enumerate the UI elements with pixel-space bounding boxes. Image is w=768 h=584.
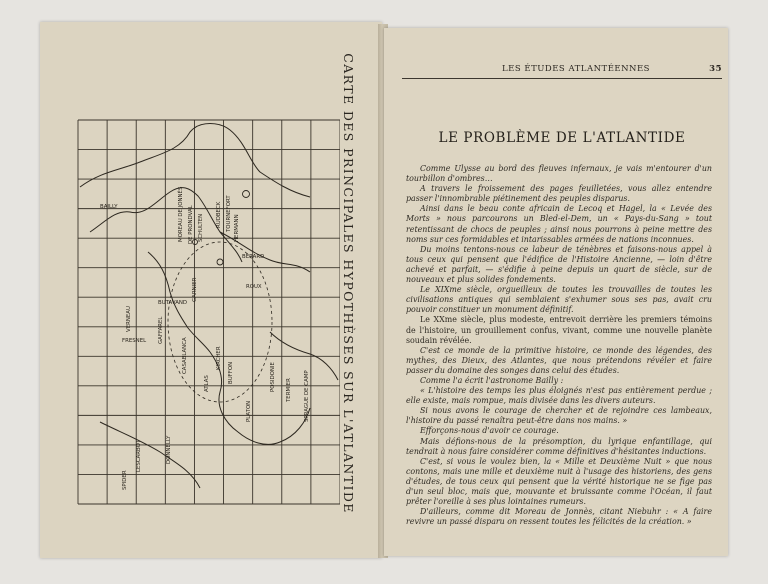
map-label: ROUX bbox=[246, 284, 262, 290]
paragraph: A travers le froissement des pages feuilletées, vous allez entendre passer l'innombrable piétinement des peuples disparus. bbox=[406, 184, 712, 204]
paragraph: Du moins tentons-nous ce labeur de ténèbres et faisons-nous appel à tous ceux qui pensent que l'édifice de l'Histoire Ancienne, — loin d'être achevé et parfait, — s'édifie à peine depuis un quart de siècle, sur de nouveaux et plus solides fondements. bbox=[406, 244, 712, 285]
paragraph: Mais défions-nous de la présomption, du lyrique enfantillage, qui tendrait à nous faire considérer comme définitives d'hésitantes inductions. bbox=[406, 436, 712, 456]
map-label: LESCARBOT bbox=[136, 439, 142, 472]
map-label: BUTAVAND bbox=[158, 300, 188, 306]
running-head-title: LES ÉTUDES ATLANTÉENNES bbox=[502, 64, 651, 74]
map-label: POSIDONIE bbox=[270, 362, 276, 392]
chapter-heading: LE PROBLÈME DE L'ATLANTIDE bbox=[438, 130, 686, 146]
header-rule bbox=[402, 78, 722, 79]
map-label: ATLAS bbox=[204, 375, 210, 392]
paragraph: Si nous avons le courage de chercher et de rejoindre ces lambeaux, l'histoire du passé renaîtra peut-être dans nos mains. » bbox=[406, 406, 712, 426]
paragraph: « L'histoire des temps les plus éloignés n'est pas entièrement perdue ; elle existe, mais rompue, mais divisée dans les divers auteurs. bbox=[406, 386, 712, 406]
map-label: RUDBECK bbox=[216, 201, 222, 228]
paragraph: C'est ce monde de la primitive histoire, ce monde des légendes, des mythes, des Dieux, des Atlantes, que nous prétendons révéler et faire passer du domaine des songes dans celui des études. bbox=[406, 345, 712, 375]
running-head bbox=[402, 64, 722, 78]
map-label: HERMANN bbox=[234, 214, 240, 242]
map-label: CASABLANCA bbox=[182, 337, 188, 374]
paragraph: C'est, si vous le voulez bien, la « Mille et Deuxième Nuit » que nous contons, mais une mille et deuxième nuit à l'usage des historiens, des gens d'études, de tous ceux qui pensent que la vérité historique ne se fige pas d'un seul bloc, mais que, mouvante et bruissante comme l'Océan, il faut prêter l'oreille à ses plus lointaines rumeurs. bbox=[406, 456, 712, 507]
page-number: 35 bbox=[709, 64, 722, 74]
map-label: BUFFON bbox=[228, 361, 234, 384]
paragraph: Comme Ulysse au bord des fleuves infernaux, je vais m'entourer d'un tourbillon d'ombres… bbox=[406, 164, 712, 184]
map-label: PLATON bbox=[246, 400, 252, 422]
map-label: GAFFAREL bbox=[158, 316, 164, 344]
map-label: BAILLY bbox=[100, 204, 118, 210]
left-page bbox=[40, 22, 382, 558]
map-label: SCHULTEN bbox=[198, 213, 204, 242]
paragraph: Ainsi dans le beau conte africain de Lecoq et Hagel, la « Levée des Morts » nous parcourons un Bled-el-Dem, un « Pays-du-Sang » tout retentissant de chocs de peuples ; ainsi nous pourrons à peine mettre des noms sur ces formidables et intarissables armées de nations inconnues. bbox=[406, 204, 712, 244]
atlantis-hypotheses-map bbox=[70, 92, 340, 512]
map-label: SPRAGUE DE CAMP bbox=[304, 370, 310, 422]
map-title: CARTE DES PRINCIPALES HYPOTHÈSES SUR L'ATLANTIDE bbox=[340, 52, 356, 514]
map-label: KIRCHER bbox=[216, 346, 222, 370]
map-label: DONNELLY bbox=[166, 435, 172, 464]
paragraph: Efforçons-nous d'avoir ce courage. bbox=[420, 426, 559, 436]
map-label: BÉRARD bbox=[242, 254, 265, 260]
paragraph: Le XXme siècle, plus modeste, entrevoit derrière les premiers témoins de l'histoire, un grouillement confus, vivant, comme une nouvelle planète soudain révélée. bbox=[406, 315, 712, 345]
paragraph: D'ailleurs, comme dit Moreau de Jonnès, citant Niebuhr : « A faire revivre un passé disparu on ressent toutes les félicités de la création. » bbox=[406, 507, 712, 527]
map-label: TOURNEFORT bbox=[226, 195, 232, 232]
paragraph: Comme l'a écrit l'astronome Bailly : bbox=[420, 375, 564, 385]
map-label: FRESNEL bbox=[122, 338, 147, 344]
paragraph: Le XIXme siècle, orgueilleux de toutes les trouvailles de toutes les civilisations antiques qui semblaient s'exhumer sous ses pas, avait cru pouvoir constituer un monument définitif. bbox=[406, 285, 712, 315]
map-label: GARNIER bbox=[192, 277, 198, 302]
article-body bbox=[406, 164, 712, 527]
map-label: VERNEAU bbox=[126, 306, 132, 332]
map-label: MOREAU DE JONNÈS bbox=[178, 186, 184, 242]
map-label: DE PRONDVAL bbox=[188, 205, 194, 244]
right-page bbox=[384, 28, 728, 556]
map-label: TERMIER bbox=[286, 378, 292, 402]
map-label: SPIDER bbox=[122, 470, 128, 490]
